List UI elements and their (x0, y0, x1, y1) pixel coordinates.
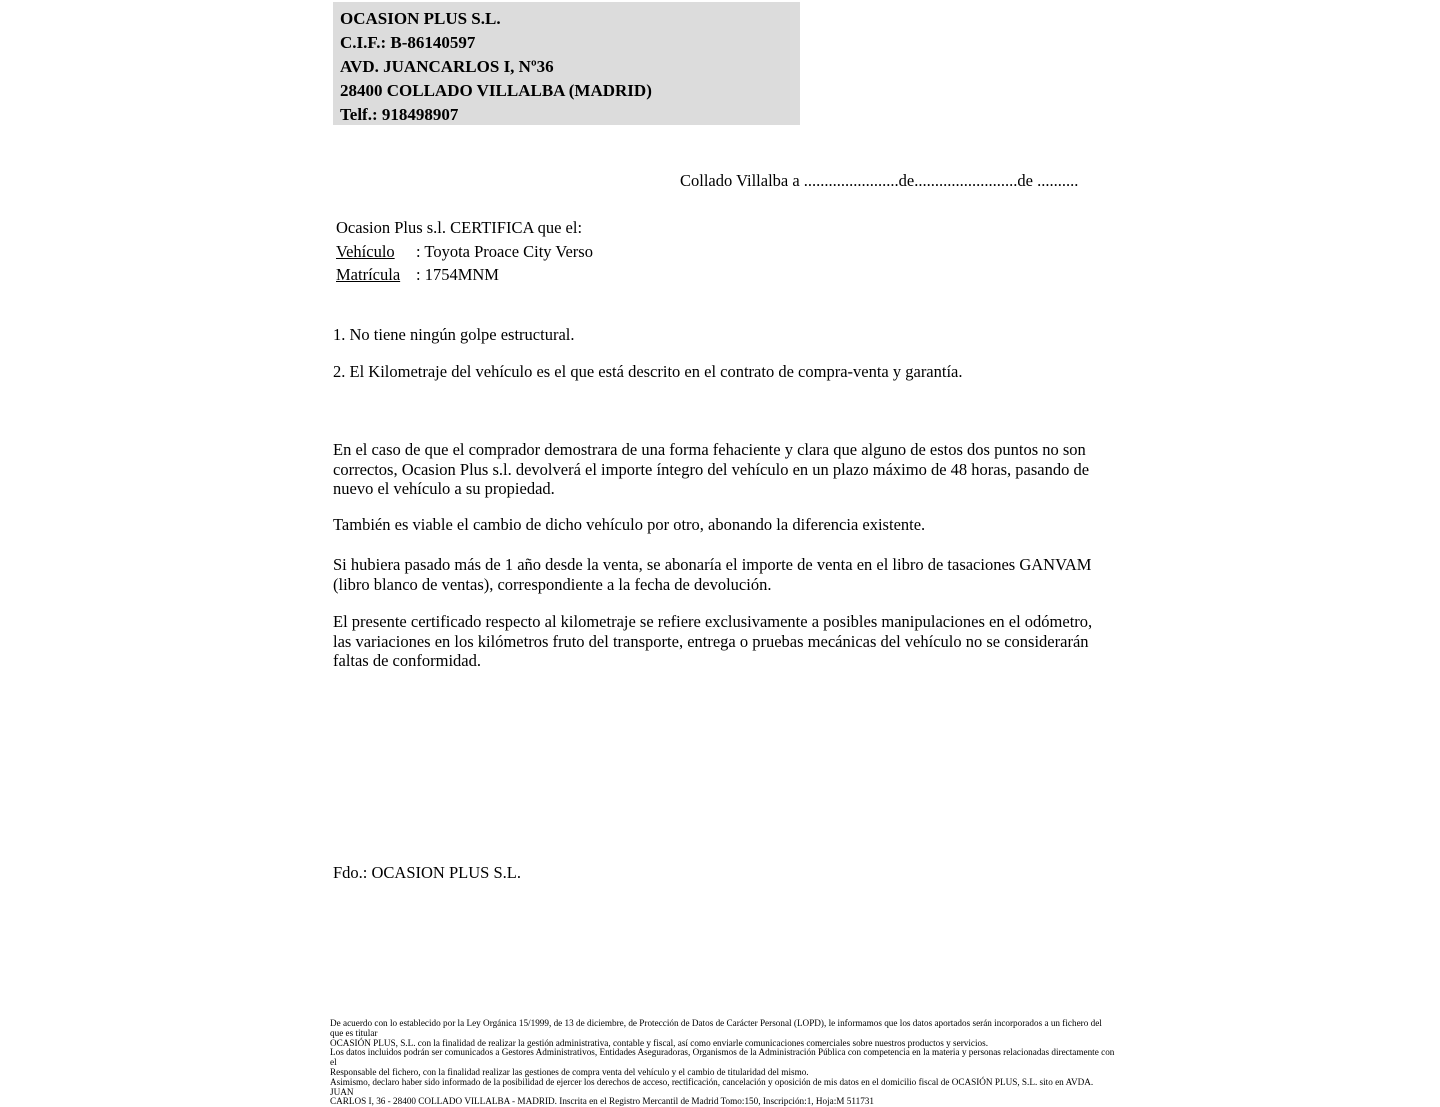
company-phone: Telf.: 918498907 (340, 105, 459, 124)
company-city: 28400 COLLADO VILLALBA (MADRID) (340, 81, 652, 100)
signature-line: Fdo.: OCASION PLUS S.L. (333, 863, 521, 882)
footer-line-6: CARLOS I, 36 - 28400 COLLADO VILLALBA - MADRID. Inscrita en el Registro Mercantil de Madrid Tomo:150, Inscripción:1, Hoja:M 511731 (330, 1096, 874, 1107)
company-cif: C.I.F.: B-86140597 (340, 33, 476, 52)
certify-block (336, 216, 593, 287)
footer-line-4: Responsable del fichero, con la finalidad realizar las gestiones de compra venta del vehículo y el cambio de titularidad del mismo. (330, 1066, 809, 1077)
vehicle-value: : Toyota Proace City Verso (416, 241, 593, 261)
date-line: Collado Villalba a .......................de.........................de .......... (680, 171, 1079, 190)
legal-footer (330, 1019, 1115, 1107)
footer-line-3: Los datos incluidos podrán ser comunicados a Gestores Administrativos, Entidades Aseguradoras, Organismos de la Administración Pública con competencia en la materia y personas relacionadas directamente con el (330, 1047, 1115, 1068)
company-name: OCASION PLUS S.L. (340, 9, 501, 28)
company-address: AVD. JUANCARLOS I, Nº36 (340, 57, 554, 76)
document-page (333, 0, 1103, 1080)
paragraph-vehicle-exchange: También es viable el cambio de dicho vehículo por otro, abonando la diferencia existente. (333, 515, 926, 534)
paragraph-refund-guarantee: En el caso de que el comprador demostrara de una forma fehaciente y clara que alguno de estos dos puntos no son correctos, Ocasion Plus s.l. devolverá el importe íntegro del vehículo en un plazo máximo de 48 horas, pasando de nuevo el vehículo a su propiedad. (333, 440, 1090, 499)
paragraph-ganvam-valuation: Si hubiera pasado más de 1 año desde la venta, se abonaría el importe de venta en el libro de tasaciones GANVAM (libro blanco de ventas), correspondiente a la fecha de devolución. (333, 555, 1092, 594)
paragraph-odometer-disclaimer: El presente certificado respecto al kilometraje se refiere exclusivamente a posibles manipulaciones en el odómetro, las variaciones en los kilómetros fruto del transporte, entrega o pruebas mecánicas del vehículo no se considerarán faltas de conformidad. (333, 612, 1093, 671)
footer-line-2: OCASIÓN PLUS, S.L. con la finalidad de realizar la gestión administrativa, contable y fiscal, así como enviarle comunicaciones comerciales sobre nuestros productos y servicios. (330, 1037, 988, 1048)
certificate-point-2: 2. El Kilometraje del vehículo es el que está descrito en el contrato de compra-venta y garantía. (333, 362, 963, 381)
vehicle-row (336, 240, 593, 264)
plate-value: : 1754MNM (416, 265, 499, 284)
plate-label: Matrícula (336, 265, 401, 284)
company-header (333, 2, 800, 125)
certificate-point-1: 1. No tiene ningún golpe estructural. (333, 325, 575, 344)
certify-intro: Ocasion Plus s.l. CERTIFICA que el: (336, 218, 583, 237)
footer-line-5: Asimismo, declaro haber sido informado de la posibilidad de ejercer los derechos de acceso, rectificación, cancelación y oposición de mis datos en el domicilio fiscal de OCASIÓN PLUS, S.L. sito en AVDA. JUAN (330, 1076, 1094, 1097)
plate-row (336, 263, 593, 287)
footer-line-1: De acuerdo con lo establecido por la Ley Orgánica 15/1999, de 13 de diciembre, de Protección de Datos de Carácter Personal (LOPD), le informamos que los datos aportados serán incorporados a un fichero del que es titular (330, 1018, 1102, 1038)
vehicle-label: Vehículo (336, 241, 395, 261)
